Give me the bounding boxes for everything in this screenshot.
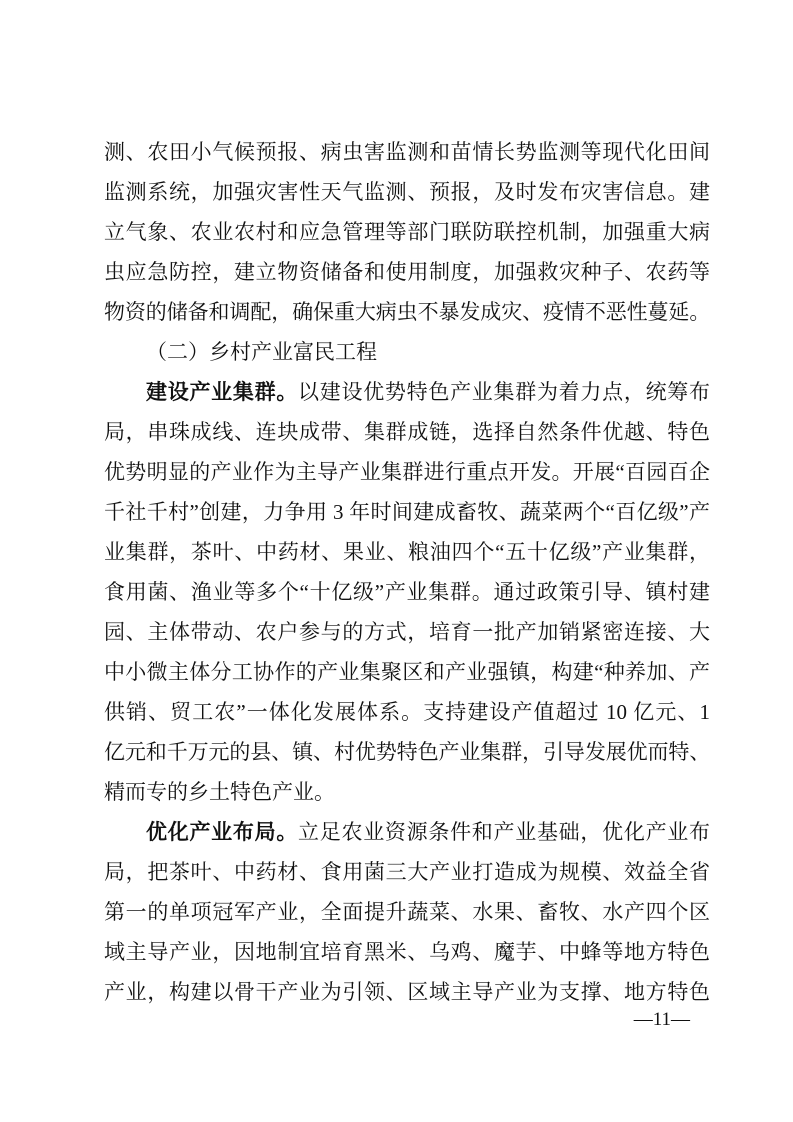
paragraph-lead-bold: 建设产业集群。: [146, 380, 299, 404]
body-line: 优势明显的产业作为主导产业集群进行重点开发。开展“百园百企: [104, 460, 710, 484]
paragraph-lead-bold: 优化产业布局。: [146, 820, 299, 844]
paragraph-industry-layout: [104, 812, 710, 1012]
body-line: 亿元和千万元的县、镇、村优势特色产业集群，引导发展优而特、: [104, 740, 710, 764]
paragraph-industry-clusters: [104, 372, 710, 812]
body-line-text: 以建设优势特色产业集群为着力点，统筹布: [298, 380, 711, 404]
body-line: 中小微主体分工协作的产业集聚区和产业强镇，构建“种养加、产: [104, 660, 710, 684]
document-body: [104, 132, 710, 1012]
body-line: 园、主体带动、农户参与的方式，培育一批产加销紧密连接、大: [104, 620, 710, 644]
body-line: 物资的储备和调配，确保重大病虫不暴发成灾、疫情不恶性蔓延。: [104, 300, 710, 324]
body-line: 测、农田小气候预报、病虫害监测和苗情长势监测等现代化田间: [104, 140, 710, 164]
body-line: 第一的单项冠军产业，全面提升蔬菜、水果、畜牧、水产四个区: [104, 900, 710, 924]
body-line: 产业，构建以骨干产业为引领、区域主导产业为支撑、地方特色: [104, 980, 710, 1004]
body-line: 供销、贸工农”一体化发展体系。支持建设产值超过 10 亿元、1: [104, 700, 710, 724]
body-line: [104, 372, 710, 412]
body-line-text: 立足农业资源条件和产业基础，优化产业布: [298, 820, 711, 844]
body-line: [104, 812, 710, 852]
paragraph-monitoring: [104, 132, 710, 332]
body-line: 监测系统，加强灾害性天气监测、预报，及时发布灾害信息。建: [104, 180, 710, 204]
page-number: —11—: [633, 1009, 690, 1030]
body-line: 虫应急防控，建立物资储备和使用制度，加强救灾种子、农药等: [104, 260, 710, 284]
section-heading: （二）乡村产业富民工程: [146, 340, 377, 364]
body-line: 千社千村”创建，力争用 3 年时间建成畜牧、蔬菜两个“百亿级”产: [104, 500, 710, 524]
body-line: 域主导产业，因地制宜培育黑米、乌鸡、魔芋、中蜂等地方特色: [104, 940, 710, 964]
body-line: 精而专的乡土特色产业。: [104, 780, 335, 804]
body-line: 局，串珠成线、连块成带、集群成链，选择自然条件优越、特色: [104, 420, 710, 444]
body-line: 立气象、农业农村和应急管理等部门联防联控机制，加强重大病: [104, 220, 710, 244]
body-line: 食用菌、渔业等多个“十亿级”产业集群。通过政策引导、镇村建: [104, 580, 710, 604]
body-line: 业集群，茶叶、中药材、果业、粮油四个“五十亿级”产业集群，: [104, 540, 710, 564]
body-line: 局，把茶叶、中药材、食用菌三大产业打造成为规模、效益全省: [104, 860, 710, 884]
